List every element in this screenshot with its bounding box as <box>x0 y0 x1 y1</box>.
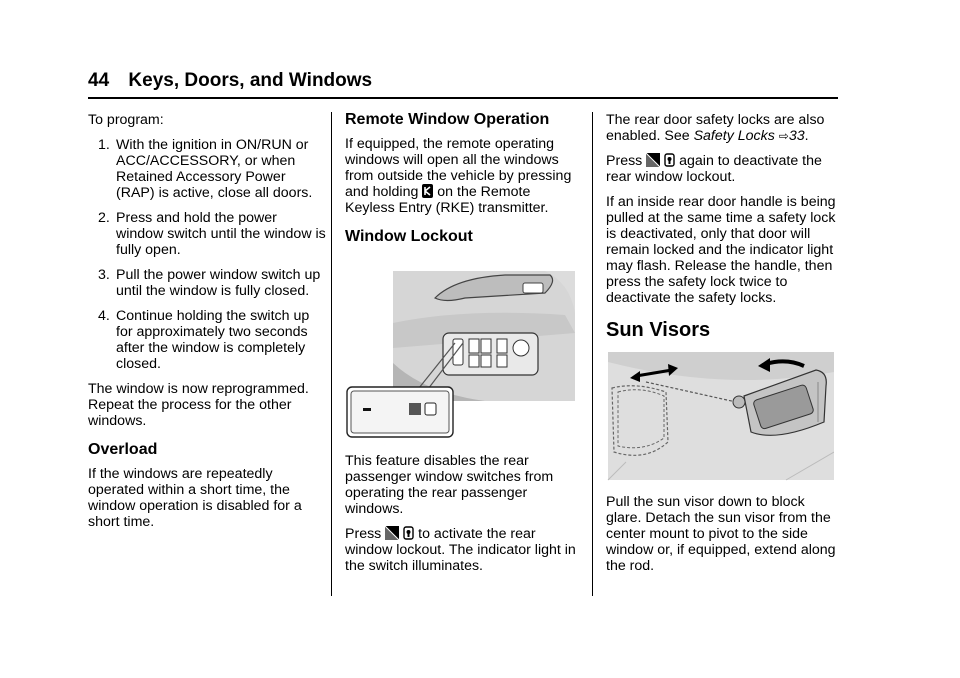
page-ref-arrow-icon: ⇨ <box>778 129 789 143</box>
step-number: 4. <box>98 308 110 324</box>
sun-visors-text: Pull the sun visor down to block glare. Detach the sun visor from the center mount to pivot to the side window or, if equipped, extend along the rod. <box>606 494 836 574</box>
step-number: 2. <box>98 210 110 226</box>
step-text: Pull the power window switch up until the window is fully closed. <box>116 267 321 299</box>
lockout-text: This feature disables the rear passenger window switches from operating the rear passenger windows. <box>345 453 554 517</box>
window-lockout-icon <box>385 526 399 540</box>
reprogrammed-text: The window is now reprogrammed. Repeat the process for the other windows. <box>88 381 309 429</box>
step-text: With the ignition in ON/RUN or ACC/ACCESSORY, or when Retained Accessory Power (RAP) is active, close all doors. <box>116 137 313 201</box>
step-number: 3. <box>98 267 110 283</box>
remote-text-part: on the Remote Keyless Entry (RKE) transmitter. <box>345 184 549 216</box>
safety-text: The rear door safety locks are also enabled. See <box>606 112 825 144</box>
remote-window-heading: Remote Window Operation <box>345 111 550 128</box>
step-item <box>88 137 328 201</box>
sun-visor-illustration <box>606 352 834 482</box>
child-lock-icon <box>403 526 414 540</box>
window-lockout-icon <box>646 153 660 167</box>
column-3 <box>606 112 838 583</box>
door-handle-text: If an inside rear door handle is being pulled at the same time a safety lock is deactivated, only that door will remain locked and the indicator light may flash. Release the handle, then press the safety lock twice to deactivate the safety locks. <box>606 194 836 306</box>
window-lockout-heading: Window Lockout <box>345 228 473 245</box>
remote-text-part: If equipped, the remote operating windows will open all the windows from outside the vehicle by pressing and holding <box>345 136 572 200</box>
page-ref-number[interactable]: 33 <box>788 128 805 144</box>
step-item <box>88 210 328 258</box>
page-number: 44 <box>88 70 110 91</box>
deactivate-text: again to deactivate the rear window lockout. <box>606 153 822 185</box>
section-title: Keys, Doors, and Windows <box>128 70 373 91</box>
sun-visors-heading: Sun Visors <box>606 319 711 341</box>
step-text: Press and hold the power window switch until the window is fully open. <box>116 210 326 258</box>
press-text: Press <box>345 526 382 542</box>
step-item <box>88 267 328 299</box>
overload-text: If the windows are repeatedly operated within a short time, the window operation is disabled for a short time. <box>88 466 302 530</box>
step-number: 1. <box>98 137 110 153</box>
header-rule <box>88 97 838 99</box>
column-2 <box>345 112 580 583</box>
activate-lockout-text <box>345 526 580 574</box>
step-text: Continue holding the switch up for approximately two seconds after the window is completely closed. <box>116 308 310 372</box>
page-header <box>88 70 372 92</box>
remote-window-text <box>345 136 580 216</box>
window-key-icon <box>422 184 433 198</box>
activate-text: to activate the rear window lockout. The indicator light in the switch illuminates. <box>345 526 576 574</box>
column-divider <box>592 112 593 596</box>
deactivate-lockout-text <box>606 153 838 185</box>
step-item <box>88 308 328 372</box>
overload-heading: Overload <box>88 441 158 458</box>
window-lockout-illustration <box>345 253 577 441</box>
safety-locks-link[interactable]: Safety Locks <box>693 128 775 144</box>
child-lock-icon <box>664 153 675 167</box>
program-intro: To program: <box>88 112 164 128</box>
safety-locks-text <box>606 112 838 144</box>
program-steps <box>88 137 328 372</box>
column-1 <box>88 112 328 539</box>
press-text: Press <box>606 153 643 169</box>
column-divider <box>331 112 332 596</box>
period: . <box>804 128 809 144</box>
